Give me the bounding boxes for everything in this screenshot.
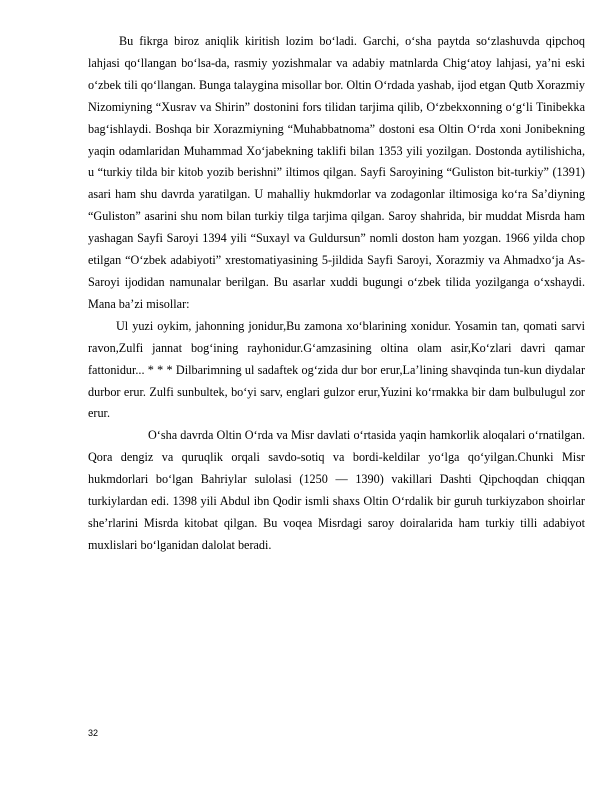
paragraph-translation-discussion: Bu fikrga biroz aniqlik kiritish lozim bo‘ladi. Garchi, o‘sha paytda so‘zlashuvda qipchoq lahjasi qo‘llangan bo‘lsa-da, rasmiy yozishmalar va adabiy matnlarda Chig‘atoy lahjasi, ya’ni eski o‘zbek tili qo‘llangan. Bunga talaygina misollar bor. Oltin O‘rdada yashab, ijod etgan Qutb Xorazmiy Nizomiyning “Xusrav va Shirin” dostonini fors tilidan tarjima qilib, O‘zbekxonning o‘g‘li Tinibekka bag‘ishlaydi. Boshqa bir Xorazmiyning “Muhabbatnoma” dostoni esa Oltin O‘rda xoni Jonibekning yaqin odamlaridan Muhammad Xo‘jabekning taklifi bilan 1353 yili yozilgan. Dostonda aytilishicha, u “turkiy tilda bir kitob yozib berishni” iltimos qilgan. Sayfi Saroyining “Guliston bit-turkiy” (1391) asari ham shu davrda yaratilgan. U mahalliy hukmdorlar va zodagonlar iltimosiga ko‘ra Sa’diyning “Guliston” asarini shu nom bilan turkiy tilga tarjima qilgan. Saroy shahrida, bir muddat Misrda ham yashagan Sayfi Saroyi 1394 yili “Suxayl va Guldursun” nomli doston ham yozgan. 1966 yilda chop etilgan “O‘zbek adabiyoti” xrestomatiyasining 5-jildida Sayfi Saroyi, Xorazmiy va Ahmadxo‘ja As-Saroyi ijodidan namunalar berilgan. Bu asarlar xuddi bugungi o‘zbek tilida yozilganga o‘xshaydi. Mana ba’zi misollar: [88, 34, 585, 311]
paragraph-poem-excerpt: Ul yuzi oykim, jahonning jonidur,Bu zamona xo‘blarining xonidur. Yosamin tan, qomati sarvi ravon,Zulfi jannat bog‘ining rayhonidur.G‘amzasining oltina olam asir,Ko‘zlari davri qamar fattonidur... * * * Dilbarimning ul sadaftek og‘zida dur bor erur,La’lining shavqinda tun-kun diydalar durbor erur. Zulfi sunbultek, bo‘yi sarv, englari gulzor erur,Yuzini ko‘rmakka bir dam bulbulugul zor erur. [88, 318, 585, 421]
page-number: 32 [88, 728, 99, 738]
paragraph-golden-horde-egypt: O‘sha davrda Oltin O‘rda va Misr davlati o‘rtasida yaqin hamkorlik aloqalari o‘rnatilgan. Qora dengiz va quruqlik orqali savdo-sotiq va bordi-keldilar yo‘lga qo‘yilgan.Chunki Misr hukmdorlari bo‘lgan Bahriylar sulolasi (1250 — 1390) vakillari Dashti Qipchoqdan chiqqan turkiylardan edi. 1398 yili Abdul ibn Qodir ismli shaxs Oltin O‘rdalik bir guruh turkiyzabon shoirlar she’rlarini Misrda kitobat qilgan. Bu voqea Misrdagi saroy doiralarida ham turkiy tilli adabiyot muxlislari bo‘lganidan dalolat beradi. [88, 428, 585, 552]
document-page [88, 31, 585, 557]
